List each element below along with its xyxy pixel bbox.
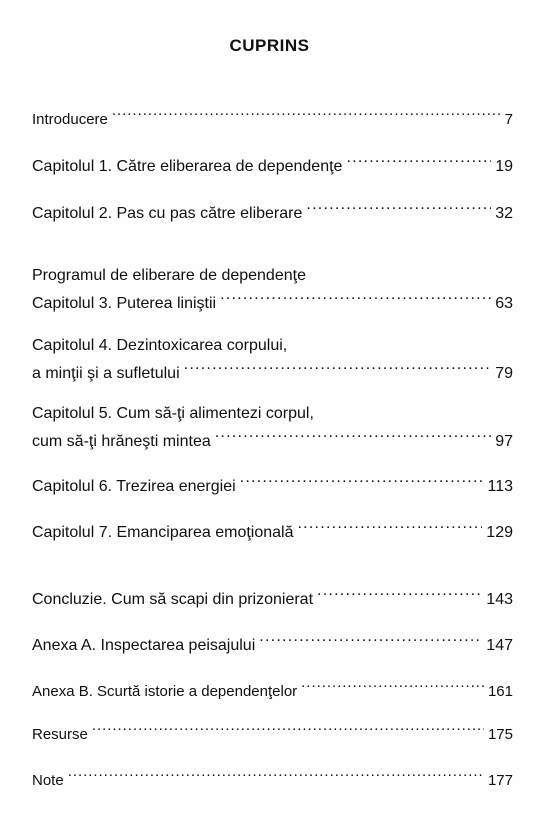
toc-entry-page: 97 xyxy=(495,433,513,450)
toc-entry-heading: Capitolul 5. Cum să-ţi alimentezi corpul, xyxy=(32,405,314,422)
toc-entry-chapter-6 xyxy=(32,471,513,497)
toc-entry-page: 143 xyxy=(486,591,513,608)
toc-entry-label: Capitolul 3. Puterea liniştii xyxy=(32,295,217,312)
dot-leader xyxy=(306,198,491,218)
toc-entry-page: 7 xyxy=(504,111,513,128)
toc-entry-resources xyxy=(32,719,513,745)
toc-entry-label: Introducere xyxy=(32,111,108,128)
toc-entry-label: Capitolul 2. Pas cu pas către eliberare xyxy=(32,205,303,222)
dot-leader xyxy=(259,630,482,650)
dot-leader xyxy=(346,151,491,171)
toc-entry-annex-b xyxy=(32,676,513,702)
toc-entry-page: 19 xyxy=(495,158,513,175)
toc-entry-annex-a xyxy=(32,630,513,656)
toc-entry-chapter-5 xyxy=(32,426,513,452)
toc-entry-introducere xyxy=(32,104,513,130)
toc-entry-chapter-3 xyxy=(32,288,513,314)
toc-entry-page: 32 xyxy=(495,205,513,222)
toc-entry-notes xyxy=(32,765,513,791)
page-title: CUPRINS xyxy=(229,36,310,55)
toc-entry-label: Note xyxy=(32,772,64,789)
toc-entry-chapter-4 xyxy=(32,358,513,384)
dot-leader xyxy=(317,584,482,604)
dot-leader xyxy=(240,471,484,491)
dot-leader xyxy=(112,104,501,124)
toc-entry-page: 161 xyxy=(487,683,513,700)
dot-leader xyxy=(184,358,492,378)
toc-entry-label: Anexa A. Inspectarea peisajului xyxy=(32,637,256,654)
toc-entry-label: Anexa B. Scurtă istorie a dependenţelor xyxy=(32,683,298,700)
dot-leader xyxy=(301,676,484,696)
toc-entry-conclusion xyxy=(32,584,513,610)
toc-entry-page: 147 xyxy=(486,637,513,654)
dot-leader xyxy=(297,517,482,537)
toc-entry-page: 175 xyxy=(487,726,513,743)
toc-entry-label: Concluzie. Cum să scapi din prizonierat xyxy=(32,591,314,608)
toc-entry-label: Resurse xyxy=(32,726,88,743)
toc-entry-page: 79 xyxy=(495,365,513,382)
toc-entry-page: 63 xyxy=(495,295,513,312)
toc-entry-page: 113 xyxy=(487,478,513,495)
toc-entry-chapter-7 xyxy=(32,517,513,543)
dot-leader xyxy=(220,288,491,308)
toc-entry-heading: Capitolul 4. Dezintoxicarea corpului, xyxy=(32,337,288,354)
toc-entry-label: a minţii şi a sufletului xyxy=(32,365,180,382)
toc-entry-page: 129 xyxy=(486,524,513,541)
dot-leader xyxy=(68,765,484,785)
toc-entry-page: 177 xyxy=(487,772,513,789)
toc-entry-chapter-2 xyxy=(32,198,513,224)
toc-entry-label: Capitolul 1. Către eliberarea de dependenţe xyxy=(32,158,343,175)
toc-entry-label: Capitolul 7. Emanciparea emoţională xyxy=(32,524,294,541)
dot-leader xyxy=(215,426,491,446)
toc-entry-chapter-1 xyxy=(32,151,513,177)
toc-entry-label: Capitolul 6. Trezirea energiei xyxy=(32,478,236,495)
toc-entry-label: cum să-ţi hrăneşti mintea xyxy=(32,433,211,450)
dot-leader xyxy=(92,719,484,739)
toc-section-heading: Programul de eliberare de dependenţe xyxy=(32,267,306,284)
